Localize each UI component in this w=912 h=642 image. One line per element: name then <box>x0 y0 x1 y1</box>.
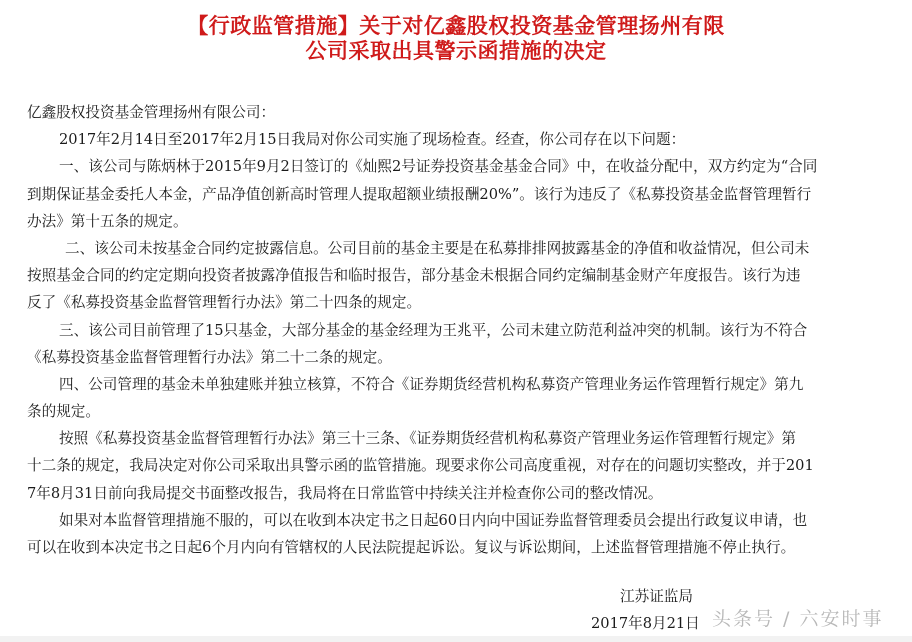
paragraph-issue-1-line-3: 办法》第十五条的规定。 <box>27 212 188 230</box>
paragraph-issue-1-line-2: 到期保证基金委托人本金，产品净值创新高时管理人提取超额业绩报酬20%”。该行为违反了《私募投资基金监督管理暂行 <box>27 185 812 203</box>
paragraph-issue-4-line-2: 条的规定。 <box>27 403 100 421</box>
paragraph-issue-3-line-2: 《私募投资基金监督管理暂行办法》第二十二条的规定。 <box>27 348 392 366</box>
document-title <box>0 14 912 64</box>
paragraph-issue-1-line-1: 一、该公司与陈炳林于2015年9月2日签订的《灿熙2号证券投资基金基金合同》中，在收益分配中，双方约定为“合同 <box>59 158 818 176</box>
title-line-1: 【行政监管措施】关于对亿鑫股权投资基金管理扬州有限 <box>187 14 725 38</box>
paragraph-decision-line-1: 按照《私募投资基金监督管理暂行办法》第三十三条、《证券期货经营机构私募资产管理业务运作管理暂行规定》第 <box>59 430 796 448</box>
paragraph-issue-3-line-1: 三、该公司目前管理了15只基金，大部分基金的基金经理为王兆平，公司未建立防范利益冲突的机制。该行为不符合 <box>59 321 808 339</box>
document-body <box>27 99 883 561</box>
title-line-2: 公司采取出具警示函措施的决定 <box>305 39 607 63</box>
paragraph-decision-line-3: 7年8月31日前向我局提交书面整改报告，我局将在日常监管中持续关注并检查你公司的整改情况。 <box>27 484 663 502</box>
paragraph-issue-2-line-1: 二、该公司未按基金合同约定披露信息。公司目前的基金主要是在私募排排网披露基金的净值和收益情况，但公司未 <box>65 239 810 257</box>
signature-date: 2017年8月21日 <box>591 615 700 632</box>
watermark: 头条号 / 六安时事 <box>712 608 884 630</box>
salutation: 亿鑫股权投资基金管理扬州有限公司： <box>27 104 276 121</box>
paragraph-issue-4-line-1: 四、公司管理的基金未单独建账并独立核算，不符合《证券期货经营机构私募资产管理业务运作管理暂行规定》第九 <box>59 375 804 393</box>
paragraph-issue-2-line-2: 按照基金合同的约定定期向投资者披露净值报告和临时报告，部分基金未根据合同约定编制基金财产年度报告。该行为违 <box>27 267 801 285</box>
paragraph-inspection: 2017年2月14日至2017年2月15日我局对你公司实施了现场检查。经查，你公司存在以下问题： <box>59 131 686 149</box>
paragraph-appeal-line-1: 如果对本监督管理措施不服的，可以在收到本决定书之日起60日内向中国证券监督管理委员会提出行政复议申请，也 <box>59 511 808 529</box>
paragraph-issue-2-line-3: 反了《私募投资基金监督管理暂行办法》第二十四条的规定。 <box>27 294 422 312</box>
paragraph-appeal-line-2: 可以在收到本决定书之日起6个月内向有管辖权的人民法院提起诉讼。复议与诉讼期间，上述监督管理措施不停止执行。 <box>27 539 796 556</box>
bottom-divider <box>0 636 912 642</box>
paragraph-decision-line-2: 十二条的规定，我局决定对你公司采取出具警示函的监管措施。现要求你公司高度重视，对存在的问题切实整改，并于201 <box>27 457 814 475</box>
signature-authority: 江苏证监局 <box>620 588 693 605</box>
